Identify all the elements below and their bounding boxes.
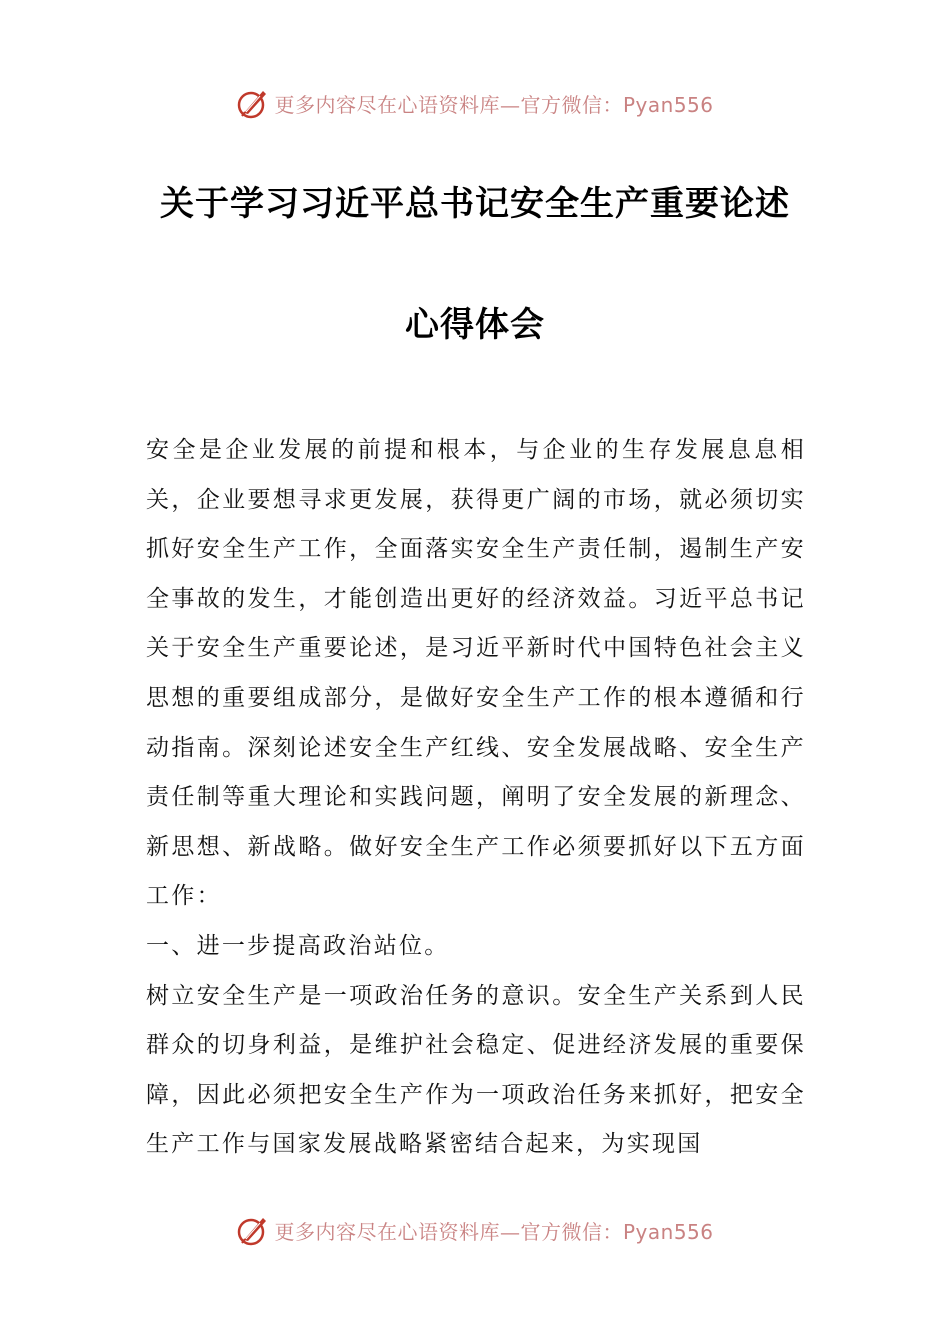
footer-banner xyxy=(0,1210,950,1250)
quill-pen-logo-icon xyxy=(236,1213,270,1247)
quill-pen-logo-icon xyxy=(236,86,270,120)
document-title-line-2: 心得体会 xyxy=(405,305,545,345)
footer-wechat-id: Pyan556 xyxy=(622,1219,714,1244)
body-section-heading: 一、进一步提高政治站位。 xyxy=(146,932,450,959)
header-wechat-id: Pyan556 xyxy=(622,92,714,117)
footer-banner-label: 更多内容尽在心语资料库—官方微信： xyxy=(274,1219,623,1244)
body-paragraph-section-1: 树立安全生产是一项政治任务的意识。安全生产关系到人民群众的切身利益，是维护社会稳定、促进经济发展的重要保障，因此必须把安全生产作为一项政治任务来抓好，把安全生产工作与国家发展战略紧密结合起来，为实现国 xyxy=(146,982,806,1158)
header-banner-label: 更多内容尽在心语资料库—官方微信： xyxy=(274,92,623,117)
document-title-line-1: 关于学习习近平总书记安全生产重要论述 xyxy=(160,184,790,224)
body-paragraph-intro: 安全是企业发展的前提和根本，与企业的生存发展息息相关，企业要想寻求更发展，获得更广阔的市场，就必须切实抓好安全生产工作，全面落实安全生产责任制，遏制生产安全事故的发生，才能创造出更好的经济效益。习近平总书记关于安全生产重要论述，是习近平新时代中国特色社会主义思想的重要组成部分，是做好安全生产工作的根本遵循和行动指南。深刻论述安全生产红线、安全发展战略、安全生产责任制等重大理论和实践问题，阐明了安全发展的新理念、新思想、新战略。做好安全生产工作必须要抓好以下五方面工作： xyxy=(146,437,806,910)
document-body xyxy=(146,426,806,1170)
header-banner-text xyxy=(274,89,713,118)
header-banner xyxy=(0,83,950,123)
footer-banner-text xyxy=(274,1216,713,1245)
